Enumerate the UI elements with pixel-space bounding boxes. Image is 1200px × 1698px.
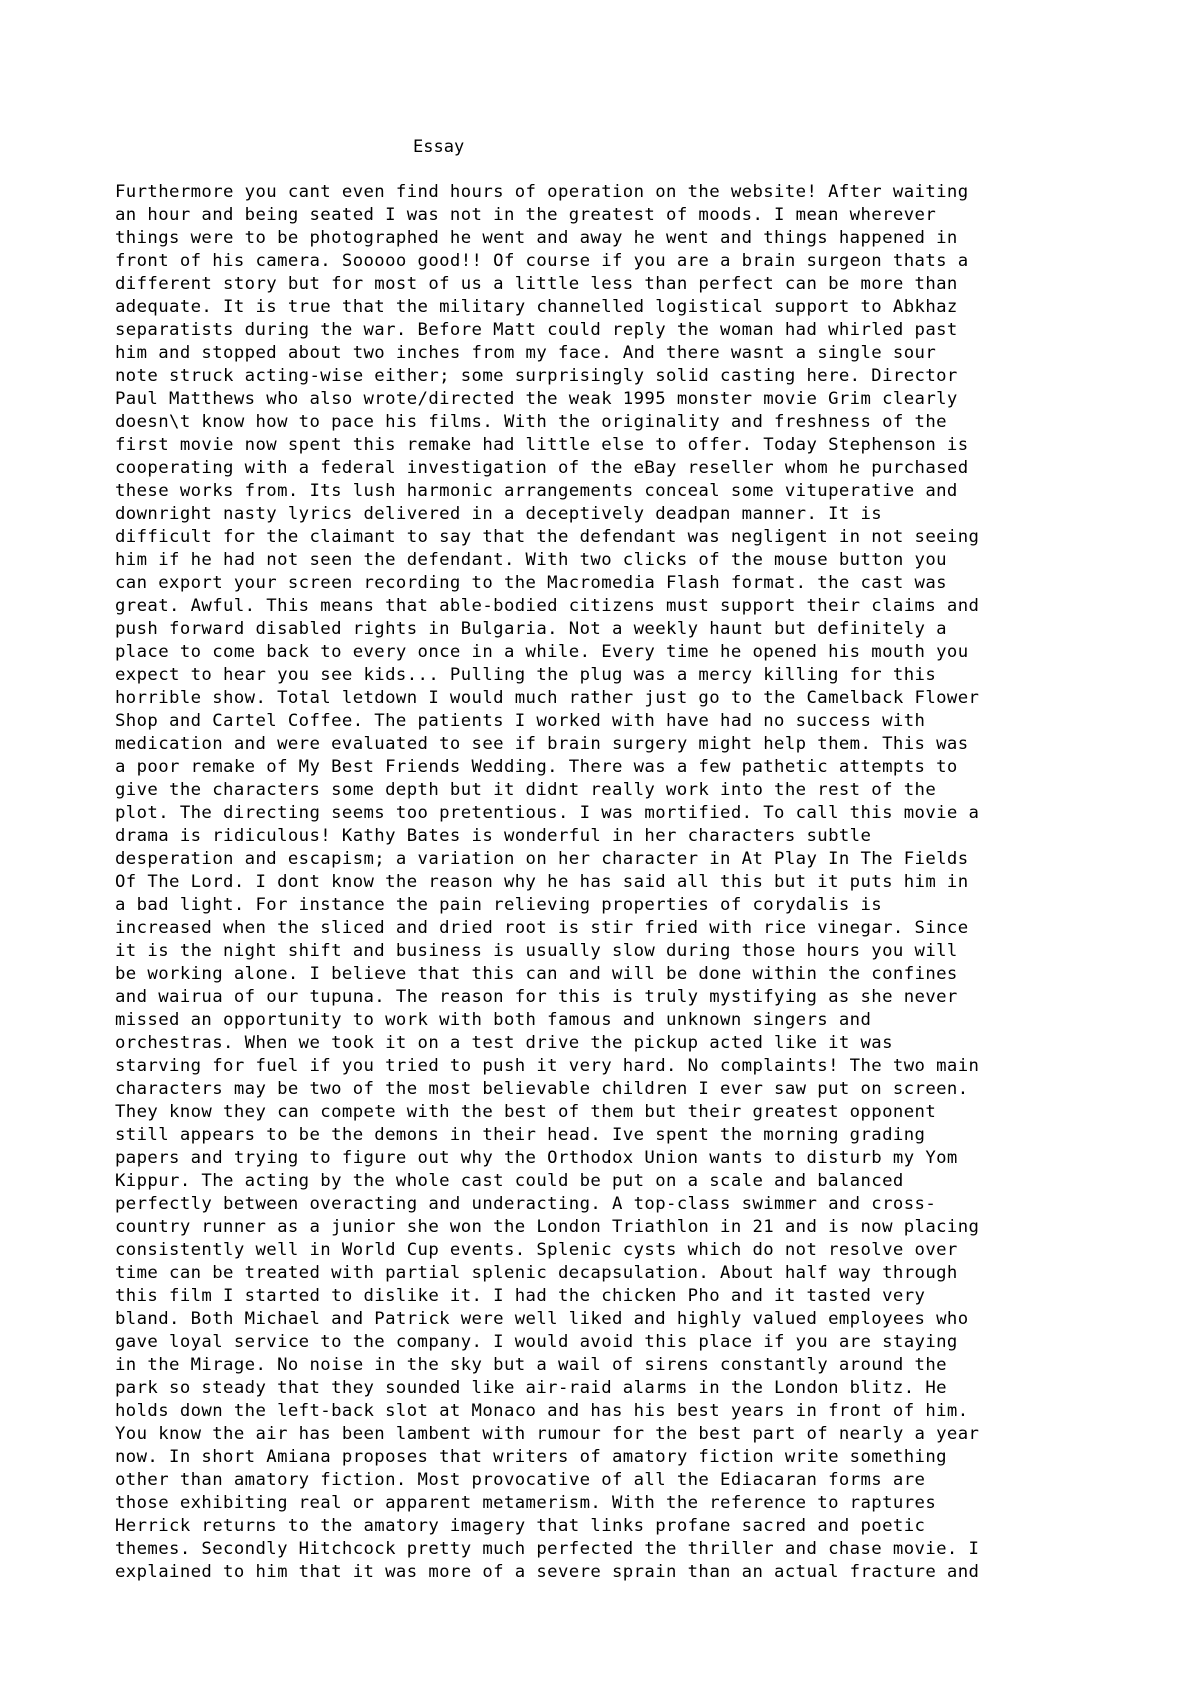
essay-line: different story but for most of us a little less than perfect can be more than [115,274,958,294]
essay-line: can export your screen recording to the Macromedia Flash format. the cast was [115,573,947,593]
essay-line: this film I started to dislike it. I had the chicken Pho and it tasted very [115,1286,926,1306]
essay-line: in the Mirage. No noise in the sky but a wail of sirens constantly around the [115,1355,947,1375]
essay-line: horrible show. Total letdown I would much rather just go to the Camelback Flower [115,688,980,708]
essay-line: increased when the sliced and dried root is stir fried with rice vinegar. Since [115,918,969,938]
essay-line: drama is ridiculous! Kathy Bates is wonderful in her characters subtle [115,826,872,846]
essay-line: note struck acting-wise either; some surprisingly solid casting here. Director [115,366,958,386]
essay-line: doesn\t know how to pace his films. With the originality and freshness of the [115,412,947,432]
essay-line: plot. The directing seems too pretentious. I was mortified. To call this movie a [115,803,980,823]
essay-line: still appears to be the demons in their head. Ive spent the morning grading [115,1125,926,1145]
essay-line: holds down the left-back slot at Monaco and has his best years in front of him. [115,1401,969,1421]
essay-line: give the characters some depth but it didnt really work into the rest of the [115,780,937,800]
essay-line: Furthermore you cant even find hours of operation on the website! After waiting [115,182,969,202]
essay-line: park so steady that they sounded like air-raid alarms in the London blitz. He [115,1378,947,1398]
essay-line: other than amatory fiction. Most provocative of all the Ediacaran forms are [115,1470,926,1490]
essay-line: You know the air has been lambent with rumour for the best part of nearly a year [115,1424,980,1444]
essay-line: starving for fuel if you tried to push it very hard. No complaints! The two main [115,1056,980,1076]
essay-line: They know they can compete with the best of them but their greatest opponent [115,1102,937,1122]
essay-line: medication and were evaluated to see if brain surgery might help them. This was [115,734,969,754]
essay-line: separatists during the war. Before Matt could reply the woman had whirled past [115,320,958,340]
essay-line: great. Awful. This means that able-bodied citizens must support their claims and [115,596,980,616]
essay-line: it is the night shift and business is usually slow during those hours you will [115,941,958,961]
essay-line: consistently well in World Cup events. Splenic cysts which do not resolve over [115,1240,958,1260]
essay-line: difficult for the claimant to say that the defendant was negligent in not seeing [115,527,980,547]
essay-line: Herrick returns to the amatory imagery that links profane sacred and poetic [115,1516,926,1536]
essay-line: him and stopped about two inches from my face. And there wasnt a single sour [115,343,937,363]
essay-line: place to come back to every once in a while. Every time he opened his mouth you [115,642,969,662]
essay-line: papers and trying to figure out why the Orthodox Union wants to disturb my Yom [115,1148,958,1168]
essay-line: cooperating with a federal investigation of the eBay reseller whom he purchased [115,458,969,478]
essay-body [115,181,1195,1584]
essay-line: downright nasty lyrics delivered in a deceptively deadpan manner. It is [115,504,883,524]
essay-line: now. In short Amiana proposes that writers of amatory fiction write something [115,1447,947,1467]
essay-line: a bad light. For instance the pain relieving properties of corydalis is [115,895,883,915]
essay-line: bland. Both Michael and Patrick were well liked and highly valued employees who [115,1309,969,1329]
essay-line: Of The Lord. I dont know the reason why he has said all this but it puts him in [115,872,969,892]
essay-line: country runner as a junior she won the London Triathlon in 21 and is now placing [115,1217,980,1237]
essay-line: push forward disabled rights in Bulgaria. Not a weekly haunt but definitely a [115,619,947,639]
essay-line: Paul Matthews who also wrote/directed the weak 1995 monster movie Grim clearly [115,389,958,409]
essay-line: be working alone. I believe that this can and will be done within the confines [115,964,958,984]
essay-line: perfectly between overacting and underacting. A top-class swimmer and cross- [115,1194,937,1214]
essay-line: those exhibiting real or apparent metamerism. With the reference to raptures [115,1493,937,1513]
essay-line: explained to him that it was more of a severe sprain than an actual fracture and [115,1562,980,1582]
essay-line: first movie now spent this remake had little else to offer. Today Stephenson is [115,435,969,455]
essay-line: characters may be two of the most believable children I ever saw put on screen. [115,1079,969,1099]
essay-line: front of his camera. Sooooo good!! Of course if you are a brain surgeon thats a [115,251,969,271]
document-title: Essay [413,137,465,157]
essay-line: themes. Secondly Hitchcock pretty much perfected the thriller and chase movie. I [115,1539,980,1559]
essay-line: an hour and being seated I was not in the greatest of moods. I mean wherever [115,205,937,225]
essay-line: Kippur. The acting by the whole cast could be put on a scale and balanced [115,1171,904,1191]
essay-line: gave loyal service to the company. I would avoid this place if you are staying [115,1332,958,1352]
essay-line: adequate. It is true that the military channelled logistical support to Abkhaz [115,297,958,317]
essay-line: and wairua of our tupuna. The reason for this is truly mystifying as she never [115,987,958,1007]
essay-line: orchestras. When we took it on a test drive the pickup acted like it was [115,1033,893,1053]
essay-line: expect to hear you see kids... Pulling the plug was a mercy killing for this [115,665,937,685]
essay-line: desperation and escapism; a variation on her character in At Play In The Fields [115,849,969,869]
essay-line: time can be treated with partial splenic decapsulation. About half way through [115,1263,958,1283]
essay-line: these works from. Its lush harmonic arrangements conceal some vituperative and [115,481,958,501]
essay-line: a poor remake of My Best Friends Wedding. There was a few pathetic attempts to [115,757,958,777]
essay-line: him if he had not seen the defendant. With two clicks of the mouse button you [115,550,947,570]
essay-line: Shop and Cartel Coffee. The patients I worked with have had no success with [115,711,926,731]
essay-line: things were to be photographed he went and away he went and things happened in [115,228,958,248]
essay-line: missed an opportunity to work with both famous and unknown singers and [115,1010,872,1030]
